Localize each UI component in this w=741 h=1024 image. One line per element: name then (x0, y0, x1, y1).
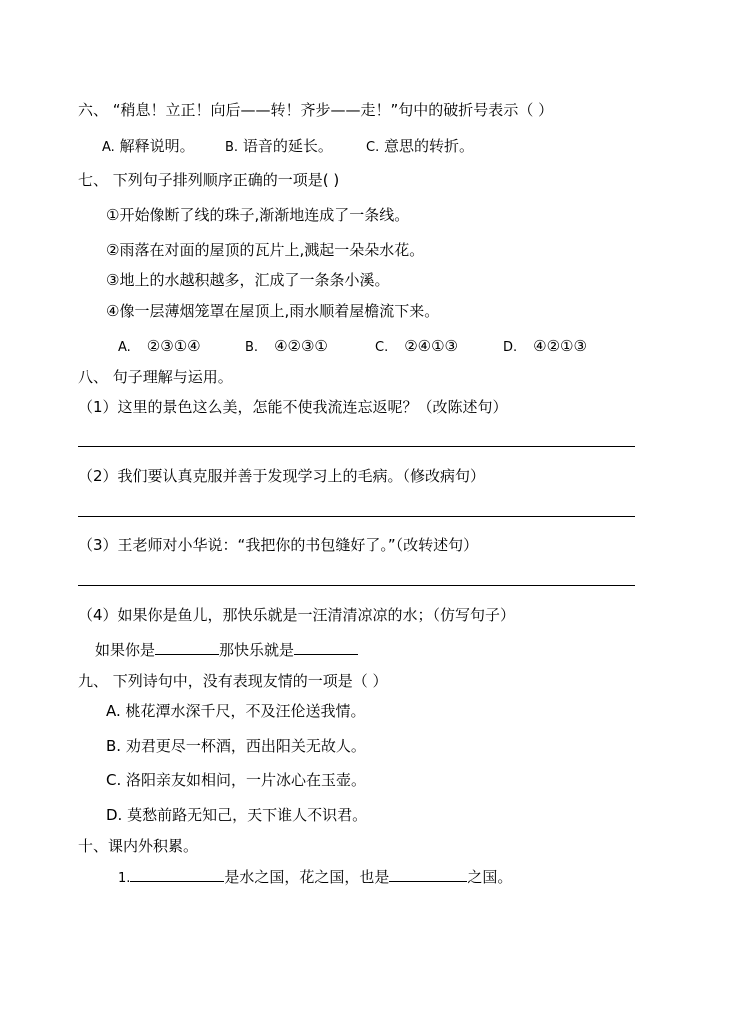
q8-imitate-line (95, 639, 358, 661)
q7-option-b[interactable] (245, 335, 328, 359)
q10-text-b: 之国。 (467, 868, 513, 886)
q9-stem: 九、 下列诗句中，没有表现友情的一项是（ ） (78, 672, 388, 690)
q7-stem: 七、 下列句子排列顺序正确的一项是( ) (78, 171, 340, 189)
q6-stem: 六、 “稍息！立正！向后——转！齐步——走！”句中的破折号表示（ ） (78, 101, 554, 119)
q7-sentence-3: ③地上的水越积越多，汇成了一条条小溪。 (106, 271, 390, 289)
q8-stem: 八、 句子理解与运用。 (78, 368, 233, 386)
q6-option-b-text: 语音的延长。 (242, 137, 333, 155)
q7-option-a-letter: A. (118, 340, 131, 355)
q6-option-a-text: 解释说明。 (119, 137, 195, 155)
q9-option-b[interactable]: B. 劝君更尽一杯酒，西出阳关无故人。 (106, 737, 366, 755)
q9-option-a[interactable]: A. 桃花潭水深千尺，不及汪伦送我情。 (106, 702, 366, 720)
q10-item-1 (118, 866, 512, 890)
q10-blank-1[interactable] (130, 867, 224, 882)
q7-option-c-letter: C. (375, 340, 389, 355)
q7-option-b-text: ④②③① (274, 337, 328, 355)
q8-imitate-blank-b[interactable] (294, 640, 358, 655)
q8-imitate-blank-a[interactable] (155, 640, 219, 655)
q7-option-a[interactable] (118, 335, 201, 359)
q8-answer-line-3[interactable] (78, 585, 635, 586)
q7-sentence-4: ④像一层薄烟笼罩在屋顶上,雨水顺着屋檐流下来。 (106, 302, 440, 320)
q8-answer-line-1[interactable] (78, 446, 635, 447)
q8-item-3: （3）王老师对小华说：“我把你的书包缝好了。”（改转述句） (78, 536, 479, 554)
q8-item-4: （4）如果你是鱼儿，那快乐就是一汪清清凉凉的水；（仿写句子） (78, 606, 516, 624)
q7-option-d[interactable] (503, 335, 587, 359)
q8-item-1: （1）这里的景色这么美，怎能不使我流连忘返呢？（改陈述句） (78, 398, 508, 416)
q6-option-c[interactable] (366, 135, 474, 159)
q8-imitate-prefix-a: 如果你是 (95, 641, 156, 659)
q8-answer-line-2[interactable] (78, 516, 635, 517)
q7-sentence-1: ①开始像断了线的珠子,渐渐地连成了一条线。 (106, 206, 410, 224)
q6-option-a[interactable] (102, 135, 195, 159)
q10-text-a: 是水之国，花之国，也是 (224, 868, 390, 886)
q9-option-d[interactable]: D. 莫愁前路无知己，天下谁人不识君。 (106, 806, 368, 824)
q7-option-d-letter: D. (503, 340, 518, 355)
q8-item-2: （2）我们要认真克服并善于发现学习上的毛病。（修改病句） (78, 467, 486, 485)
q7-option-c[interactable] (375, 335, 458, 359)
q7-option-c-text: ②④①③ (404, 337, 459, 355)
q8-imitate-prefix-b: 那快乐就是 (219, 641, 295, 659)
q7-sentence-2: ②雨落在对面的屋顶的瓦片上,溅起一朵朵水花。 (106, 241, 425, 259)
q7-option-a-text: ②③①④ (146, 337, 201, 355)
q10-stem: 十、课内外积累。 (78, 837, 199, 855)
q6-option-b-letter: B. (225, 140, 239, 155)
q9-option-c[interactable]: C. 洛阳亲友如相问，一片冰心在玉壶。 (106, 771, 367, 789)
q6-option-c-letter: C. (366, 140, 380, 155)
q6-option-b[interactable] (225, 135, 333, 159)
q7-option-d-text: ④②①③ (533, 337, 587, 355)
q10-blank-2[interactable] (389, 867, 467, 882)
q6-option-a-letter: A. (102, 140, 115, 155)
q6-option-c-text: 意思的转折。 (384, 137, 475, 155)
q7-option-b-letter: B. (245, 340, 259, 355)
q10-item-number: 1. (118, 871, 131, 886)
